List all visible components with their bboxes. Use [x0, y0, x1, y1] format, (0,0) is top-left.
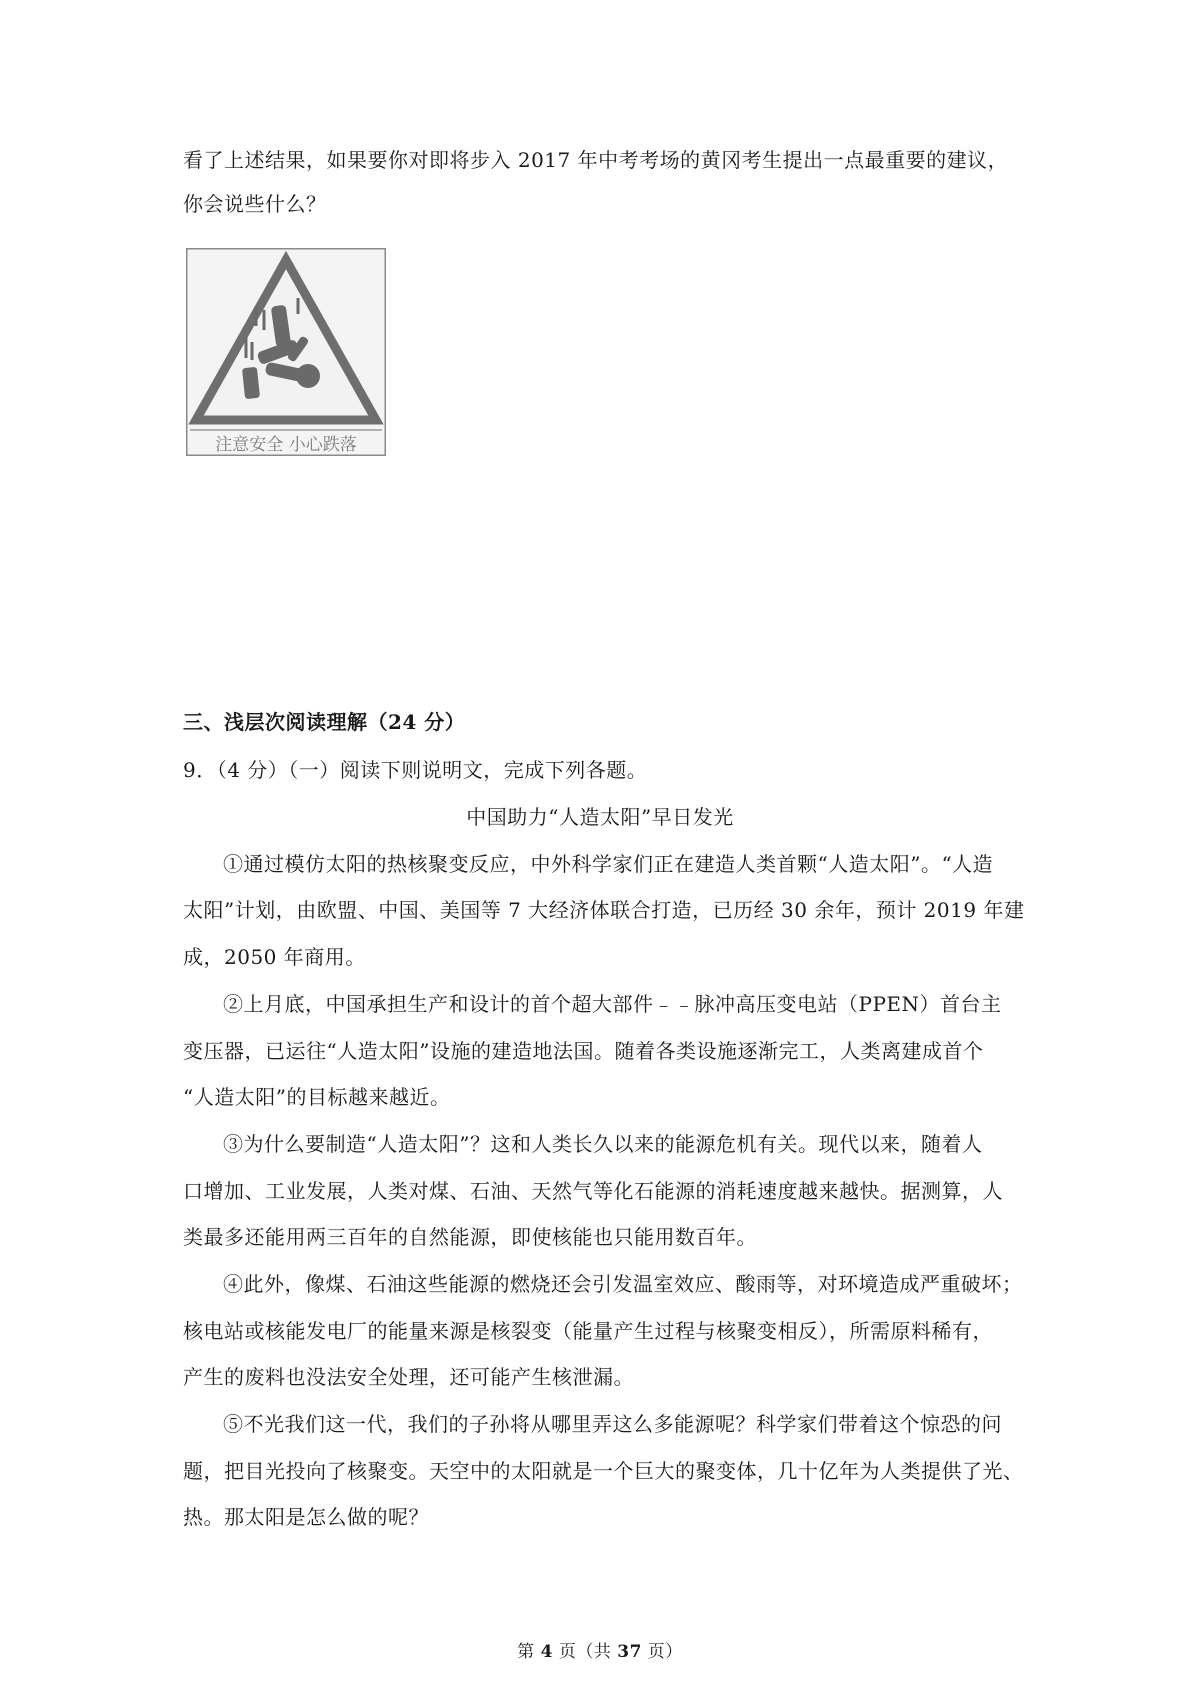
sign-caption: 注意安全 小心跌落	[215, 435, 357, 455]
question-stem: 9．（4 分）（一）阅读下则说明文，完成下列各题。	[183, 758, 648, 782]
section-heading: 三、浅层次阅读理解（24 分）	[183, 710, 466, 734]
page-number: 4	[540, 1642, 553, 1662]
paragraph-3-line-1: ③为什么要制造“人造太阳”？这和人类长久以来的能源危机有关。现代以来，随着人	[223, 1132, 983, 1156]
page-footer	[0, 1637, 1200, 1662]
paragraph-5-line-3: 热。那太阳是怎么做的呢？	[183, 1505, 429, 1529]
paragraph-1-line-3: 成，2050 年商用。	[183, 945, 366, 969]
paragraph-3-line-3: 类最多还能用两三百年的自然能源，即使核能也只能用数百年。	[183, 1225, 757, 1249]
paragraph-4-line-1: ④此外，像煤、石油这些能源的燃烧还会引发温室效应、酸雨等，对环境造成严重破坏；	[223, 1272, 1023, 1296]
footer-prefix: 第	[517, 1642, 541, 1662]
paragraph-2-line-2: 变压器，已运往“人造太阳”设施的建造地法国。随着各类设施逐渐完工，人类离建成首个	[183, 1039, 984, 1063]
paragraph-2-line-3: “人造太阳”的目标越来越近。	[183, 1085, 451, 1109]
paragraph-4-line-2: 核电站或核能发电厂的能量来源是核裂变（能量产生过程与核聚变相反），所需原料稀有，	[183, 1319, 993, 1343]
intro-line-1: 看了上述结果，如果要你对即将步入 2017 年中考考场的黄冈考生提出一点最重要的建议，	[183, 148, 1009, 172]
article-title: 中国助力“人造太阳”早日发光	[466, 805, 734, 829]
falling-hazard-warning-sign	[186, 248, 386, 456]
paragraph-1-line-1: ①通过模仿太阳的热核聚变反应，中外科学家们正在建造人类首颗“人造太阳”。“人造	[223, 852, 994, 876]
paragraph-3-line-2: 口增加、工业发展，人类对煤、石油、天然气等化石能源的消耗速度越来越快。据测算，人	[183, 1179, 1003, 1203]
footer-middle: 页（共	[552, 1642, 618, 1662]
paragraph-2-line-1: ②上月底，中国承担生产和设计的首个超大部件﹣﹣脉冲高压变电站（PPEN）首台主	[223, 992, 1002, 1016]
page-total: 37	[617, 1642, 642, 1662]
paragraph-1-line-2: 太阳”计划，由欧盟、中国、美国等 7 大经济体联合打造，已历经 30 余年，预计 2019 年建	[183, 898, 1025, 922]
footer-suffix: 页）	[641, 1642, 683, 1662]
paragraph-5-line-2: 题，把目光投向了核聚变。天空中的太阳就是一个巨大的聚变体，几十亿年为人类提供了光、	[183, 1459, 1024, 1483]
intro-line-2: 你会说些什么？	[183, 192, 327, 216]
paragraph-5-line-1: ⑤不光我们这一代，我们的子孙将从哪里弄这么多能源呢？科学家们带着这个惊恐的问	[223, 1412, 1002, 1436]
paragraph-4-line-3: 产生的废料也没法安全处理，还可能产生核泄漏。	[183, 1365, 634, 1389]
